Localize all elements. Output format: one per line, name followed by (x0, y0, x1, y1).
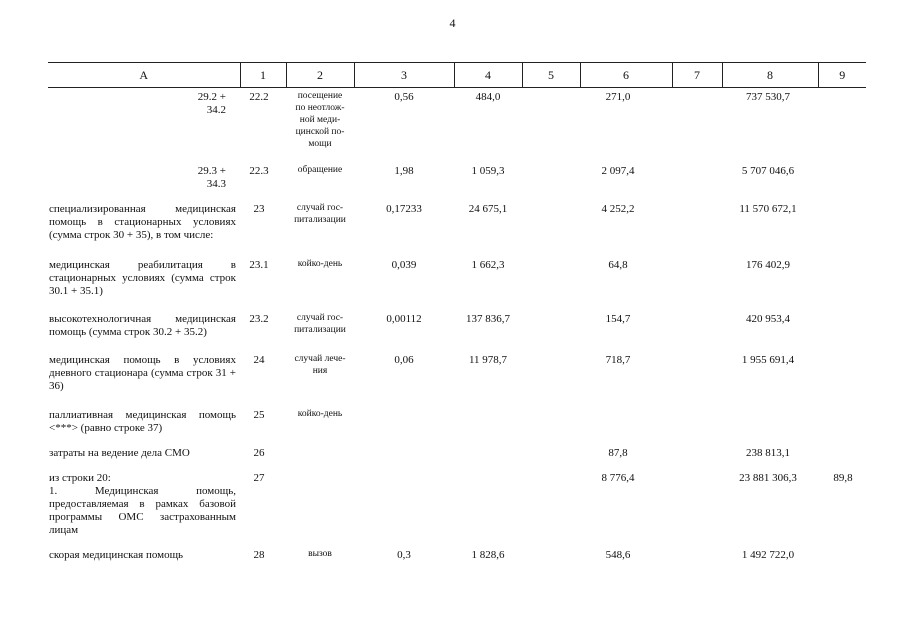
row-col8-cell: 420 953,4 (746, 313, 790, 325)
row-col6-cell: 64,8 (608, 259, 628, 271)
row-col4-cell: 11 978,7 (468, 354, 508, 366)
row-name-cell: 29.2 + 34.2 (197, 91, 226, 116)
row-col9-cell (818, 309, 866, 350)
row-col6-cell: 718,7 (605, 354, 631, 366)
row-name-cell: 29.3 + 34.3 (197, 165, 226, 190)
row-col5-cell (522, 255, 580, 309)
header-cell-a: А (48, 63, 240, 88)
row-col6-cell: 8 776,4 (601, 472, 635, 484)
header-cell-8: 8 (722, 63, 818, 88)
row-col6-cell (580, 407, 672, 446)
row-name-cell: высокотехнологичная медицинская помощь (сумма строк 30.2 + 35.2) (49, 313, 236, 338)
row-code-cell: 22.3 (249, 165, 269, 177)
row-unit-cell: посещение по неотлож- ной меди- цинской по- мощи (295, 91, 345, 149)
row-code-cell: 26 (253, 447, 265, 459)
header-cell-9: 9 (818, 63, 866, 88)
row-col4-cell (454, 446, 522, 471)
row-col8-cell: 1 955 691,4 (741, 354, 795, 366)
row-col6-cell: 548,6 (605, 549, 631, 561)
row-col3-cell (354, 407, 454, 446)
row-unit-cell: случай гос- питализации (294, 203, 346, 225)
row-code-cell: 27 (253, 472, 265, 484)
table-row (48, 446, 866, 471)
row-col8-cell: 238 813,1 (746, 447, 790, 459)
row-col3-cell: 0,3 (397, 549, 411, 561)
row-col9-cell (818, 446, 866, 471)
table-row (48, 471, 866, 548)
header-cell-5: 5 (522, 63, 580, 88)
row-col8-cell: 737 530,7 (746, 91, 790, 103)
row-col6-cell: 2 097,4 (601, 165, 635, 177)
row-col3-cell: 0,06 (394, 354, 414, 366)
row-col9-cell (818, 350, 866, 407)
row-name-cell: затраты на ведение дела СМО (49, 447, 190, 459)
row-unit-cell: случай гос- питализации (294, 313, 346, 335)
row-code-cell: 25 (253, 409, 265, 421)
table-row (48, 350, 866, 407)
row-col3-cell: 0,00112 (386, 313, 422, 325)
row-col3-cell: 1,98 (394, 165, 414, 177)
row-col8-cell (722, 407, 818, 446)
row-col4-cell: 1 059,3 (471, 165, 505, 177)
row-col5-cell (522, 309, 580, 350)
row-col4-cell: 137 836,7 (466, 313, 510, 325)
row-col8-cell: 5 707 046,6 (741, 165, 795, 177)
header-cell-2: 2 (286, 63, 354, 88)
row-col3-cell (354, 446, 454, 471)
row-col5-cell (522, 407, 580, 446)
table-row (48, 309, 866, 350)
row-col8-cell: 23 881 306,3 (739, 472, 797, 484)
row-col5-cell (522, 161, 580, 199)
row-col7-cell (672, 255, 722, 309)
row-col5-cell (522, 199, 580, 255)
row-name-cell: специализированная медицинская помощь в стационарных условиях (сумма строк 30 + 35), в том числе: (49, 203, 236, 241)
row-col8-cell: 1 492 722,0 (741, 549, 795, 561)
row-unit-cell: вызов (308, 549, 332, 559)
row-col4-cell: 1 828,6 (471, 549, 505, 561)
row-col3-cell: 0,56 (394, 91, 414, 103)
row-code-cell: 23.1 (249, 259, 269, 271)
row-name-cell: паллиативная медицинская помощь <***> (равно строке 37) (49, 409, 236, 434)
row-col7-cell (672, 446, 722, 471)
row-col6-cell: 87,8 (608, 447, 628, 459)
row-unit-cell: койко-день (297, 259, 343, 269)
table-row (48, 88, 866, 162)
row-col8-cell: 176 402,9 (746, 259, 790, 271)
row-col6-cell: 4 252,2 (601, 203, 635, 215)
row-col7-cell (672, 161, 722, 199)
row-code-cell: 23.2 (249, 313, 269, 325)
row-name-cell: скорая медицинская помощь (49, 549, 184, 561)
row-col3-cell: 0,17233 (386, 203, 422, 215)
table-row (48, 548, 866, 571)
table-body (48, 88, 866, 572)
row-col7-cell (672, 88, 722, 162)
row-col5-cell (522, 88, 580, 162)
row-col7-cell (672, 350, 722, 407)
row-col5-cell (522, 446, 580, 471)
row-col9-cell: 89,8 (833, 472, 853, 484)
row-col6-cell: 154,7 (605, 313, 631, 325)
row-col5-cell (522, 471, 580, 548)
header-cell-6: 6 (580, 63, 672, 88)
row-col7-cell (672, 199, 722, 255)
row-col7-cell (672, 407, 722, 446)
header-cell-3: 3 (354, 63, 454, 88)
row-unit-cell (286, 471, 354, 548)
row-name-cell: медицинская реабилитация в стационарных условиях (сумма строк 30.1 + 35.1) (49, 259, 236, 297)
table-row (48, 199, 866, 255)
row-name-cell: из строки 20: 1. Медицинская помощь, предоставляемая в рамках базовой программы ОМС застрахованным лицам (49, 472, 236, 536)
header-cell-4: 4 (454, 63, 522, 88)
row-col5-cell (522, 548, 580, 571)
header-cell-1: 1 (240, 63, 286, 88)
tariff-table (48, 62, 866, 571)
row-col8-cell: 11 570 672,1 (739, 203, 797, 215)
row-col4-cell: 1 662,3 (471, 259, 505, 271)
row-col9-cell (818, 161, 866, 199)
header-row (48, 63, 866, 88)
row-code-cell: 23 (253, 203, 265, 215)
table-row (48, 407, 866, 446)
row-col9-cell (818, 407, 866, 446)
row-col4-cell: 24 675,1 (468, 203, 508, 215)
row-col7-cell (672, 471, 722, 548)
row-col4-cell: 484,0 (475, 91, 501, 103)
row-code-cell: 24 (253, 354, 265, 366)
row-col3-cell (354, 471, 454, 548)
row-col9-cell (818, 199, 866, 255)
row-col6-cell: 271,0 (605, 91, 631, 103)
row-col4-cell (454, 471, 522, 548)
row-unit-cell: случай лече- ния (294, 354, 346, 376)
row-code-cell: 22.2 (249, 91, 269, 103)
row-col7-cell (672, 548, 722, 571)
row-col9-cell (818, 548, 866, 571)
row-unit-cell: койко-день (297, 409, 343, 419)
header-cell-7: 7 (672, 63, 722, 88)
row-code-cell: 28 (253, 549, 265, 561)
row-col7-cell (672, 309, 722, 350)
table-row (48, 161, 866, 199)
table-row (48, 255, 866, 309)
row-col9-cell (818, 255, 866, 309)
row-col5-cell (522, 350, 580, 407)
row-col3-cell: 0,039 (391, 259, 417, 271)
row-unit-cell: обращение (297, 165, 343, 175)
row-unit-cell (286, 446, 354, 471)
page-number: 4 (449, 16, 456, 30)
row-name-cell: медицинская помощь в условиях дневного стационара (сумма строк 31 + 36) (49, 354, 236, 392)
row-col9-cell (818, 88, 866, 162)
row-col4-cell (454, 407, 522, 446)
